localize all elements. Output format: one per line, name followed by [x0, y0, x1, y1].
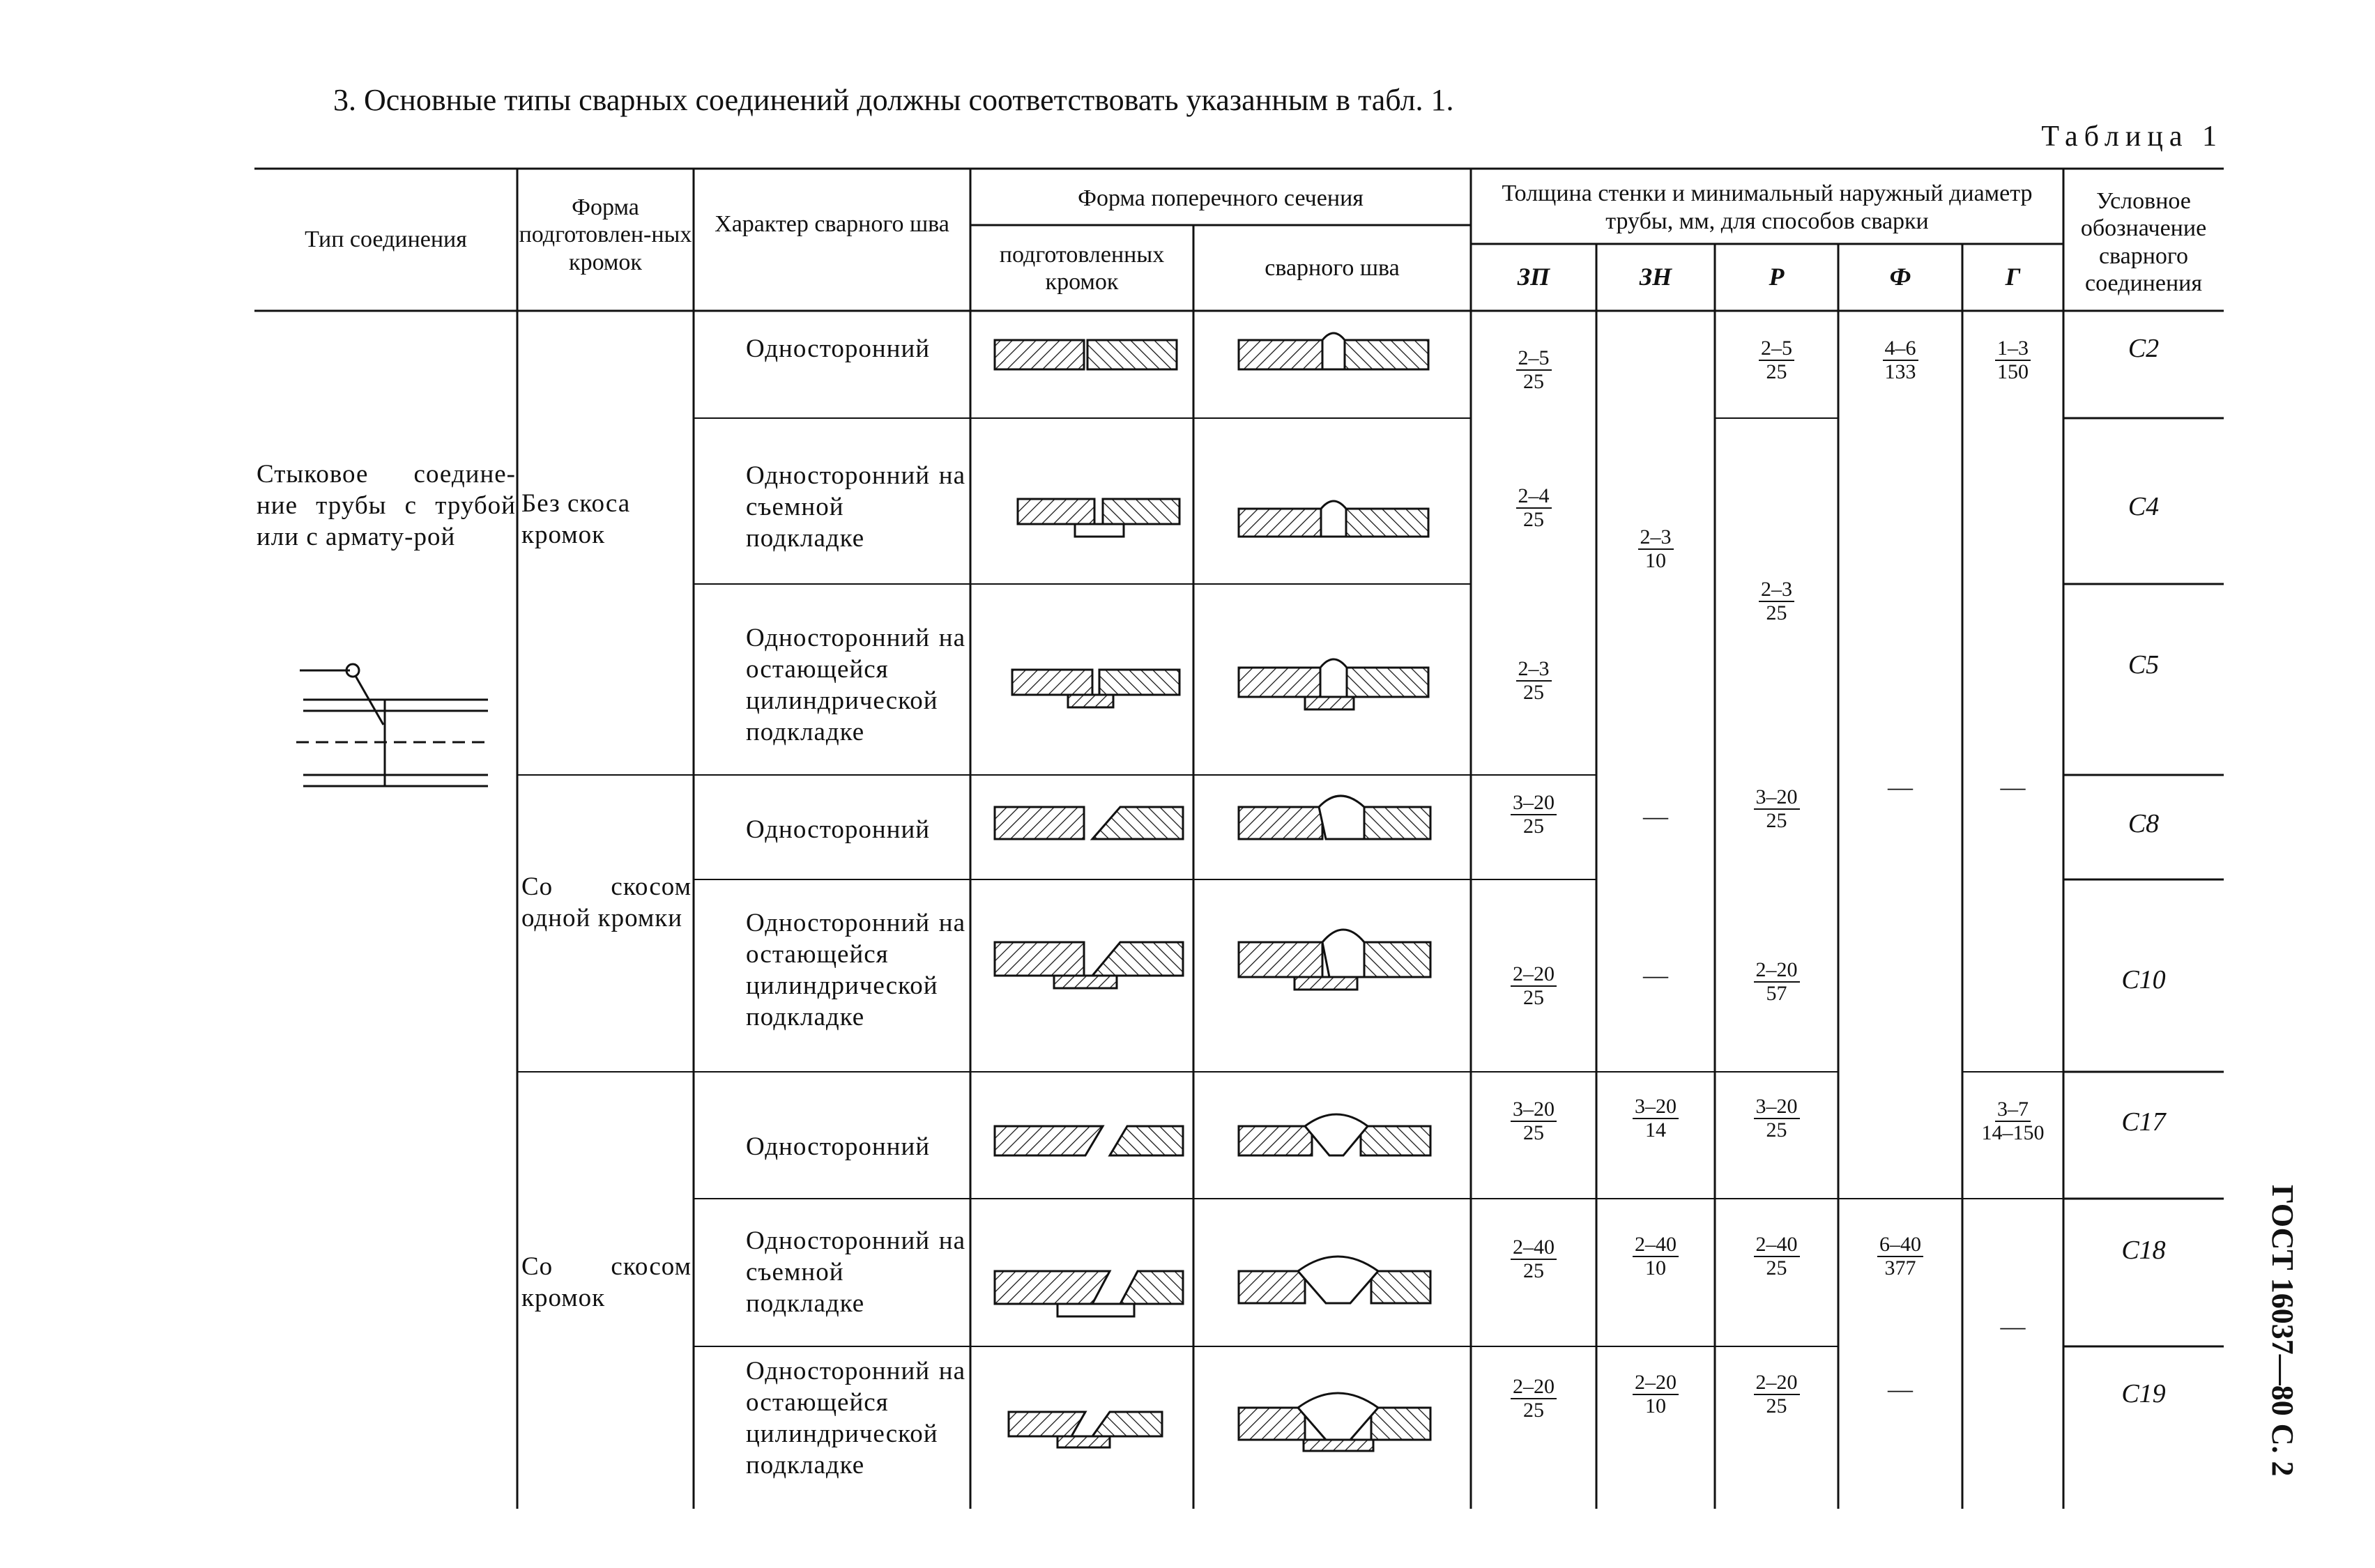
method-g: Г: [2005, 263, 2021, 291]
weld-character-row-1: Односторонний: [746, 335, 931, 363]
cross-section-drawings: [970, 311, 1471, 1509]
g-value-rows-7-8: —: [2000, 1312, 2026, 1340]
edge-form-double-bevel: Со скосом кромок: [521, 1252, 692, 1313]
designation-row-3: C5: [2128, 650, 2160, 679]
designation-row-8: C19: [2121, 1379, 2166, 1408]
designation-row-1: C2: [2128, 334, 2160, 363]
weld-character-row-8: Односторонний на остающейся цилиндрической подкладке: [746, 1357, 965, 1480]
intro-text: 3. Основные типы сварных соединений должны соответствовать указанным в табл. 1.: [333, 83, 1454, 117]
r-value-row-5: $\frac{2-20}{57}$: [1715, 959, 1838, 1004]
method-zp: ЗП: [1517, 263, 1550, 291]
weld-character-row-5: Односторонний на остающейся цилиндрической подкладке: [746, 909, 965, 1032]
designation-row-2: C4: [2128, 492, 2160, 521]
header-cross-section: Форма поперечного сечения: [1078, 185, 1364, 212]
f-value-row-1: $\frac{4-6}{133}$: [1838, 337, 1962, 383]
zp-value-row-1: $\frac{2-5}{25}$: [1471, 347, 1596, 392]
header-designation: Условное обозначение сварного соединения: [2080, 188, 2207, 296]
zn-value-row-8: $\frac{2-20}{10}$: [1596, 1371, 1715, 1417]
header-weld-seam: сварного шва: [1265, 255, 1400, 282]
designation-row-4: C8: [2128, 809, 2160, 838]
weld-character-row-2: Односторонний на съемной подкладке: [746, 461, 965, 553]
zn-value-row-5: —: [1643, 961, 1668, 989]
document-side-label: ГОСТ 16037—80 С. 2: [2266, 1185, 2300, 1477]
zp-value-row-8: $\frac{2-20}{25}$: [1471, 1376, 1596, 1421]
edge-form-one-bevel: Со скосом одной кромки: [521, 873, 692, 933]
r-value-row-1: $\frac{2-5}{25}$: [1715, 337, 1838, 383]
g-value-row-1: $\frac{1-3}{150}$: [1962, 337, 2063, 383]
weld-character-row-7: Односторонний на съемной подкладке: [746, 1227, 965, 1319]
method-f: Ф: [1889, 263, 1911, 291]
zn-value-row-4: —: [1643, 802, 1668, 830]
weld-character-row-3: Односторонний на остающейся цилиндрической подкладке: [746, 624, 965, 747]
designation-row-6: C17: [2121, 1107, 2166, 1137]
r-value-rows-2-3: $\frac{2-3}{25}$: [1715, 578, 1838, 624]
header-prepared-edges: подготовленных кромок: [999, 241, 1165, 295]
designation-row-7: C18: [2121, 1236, 2166, 1265]
weld-character-row-4: Односторонний: [746, 815, 931, 844]
zn-value-row-7: $\frac{2-40}{10}$: [1596, 1233, 1715, 1279]
zn-value-row-6: $\frac{3-20}{14}$: [1596, 1096, 1715, 1141]
r-value-row-8: $\frac{2-20}{25}$: [1715, 1371, 1838, 1417]
header-weld-character: Характер сварного шва: [715, 211, 949, 238]
zn-value-rows-1-3: $\frac{2-3}{10}$: [1596, 526, 1715, 571]
table-label: Таблица 1: [2041, 121, 2223, 153]
zp-value-row-2: $\frac{2-4}{25}$: [1471, 485, 1596, 530]
f-value-merged: —: [1888, 773, 1913, 801]
header-joint-type: Тип соединения: [305, 226, 467, 253]
f-value-row-7: $\frac{6-40}{377}$: [1838, 1233, 1962, 1279]
designation-row-5: C10: [2121, 965, 2166, 994]
r-value-row-7: $\frac{2-40}{25}$: [1715, 1233, 1838, 1279]
g-value-row-6: $\frac{3-7}{14-150}$: [1981, 1098, 2045, 1144]
zp-value-row-5: $\frac{2-20}{25}$: [1471, 963, 1596, 1008]
zp-value-row-7: $\frac{2-40}{25}$: [1471, 1236, 1596, 1282]
f-value-row-8: —: [1888, 1375, 1913, 1403]
r-value-row-4: $\frac{3-20}{25}$: [1715, 786, 1838, 831]
header-thickness: Толщина стенки и минимальный наружный диаметр трубы, мм, для способов сварки: [1502, 180, 2033, 234]
header-edge-form: Форма подготовлен-ных кромок: [519, 194, 692, 275]
edge-form-no-bevel: Без скоса кромок: [521, 489, 631, 550]
joint-symbol-icon: [286, 655, 495, 794]
method-zn: ЗН: [1639, 263, 1672, 291]
joint-type-text: Стыковое соедине-ние трубы с трубой или с армату-рой: [257, 460, 516, 552]
weld-character-row-6: Односторонний: [746, 1132, 931, 1161]
zp-value-row-3: $\frac{2-3}{25}$: [1471, 658, 1596, 703]
r-value-row-6: $\frac{3-20}{25}$: [1715, 1096, 1838, 1141]
zp-value-row-6: $\frac{3-20}{25}$: [1471, 1098, 1596, 1144]
zp-value-row-4: $\frac{3-20}{25}$: [1471, 792, 1596, 837]
g-value-merged: —: [2000, 773, 2026, 801]
method-r: Р: [1769, 263, 1785, 291]
